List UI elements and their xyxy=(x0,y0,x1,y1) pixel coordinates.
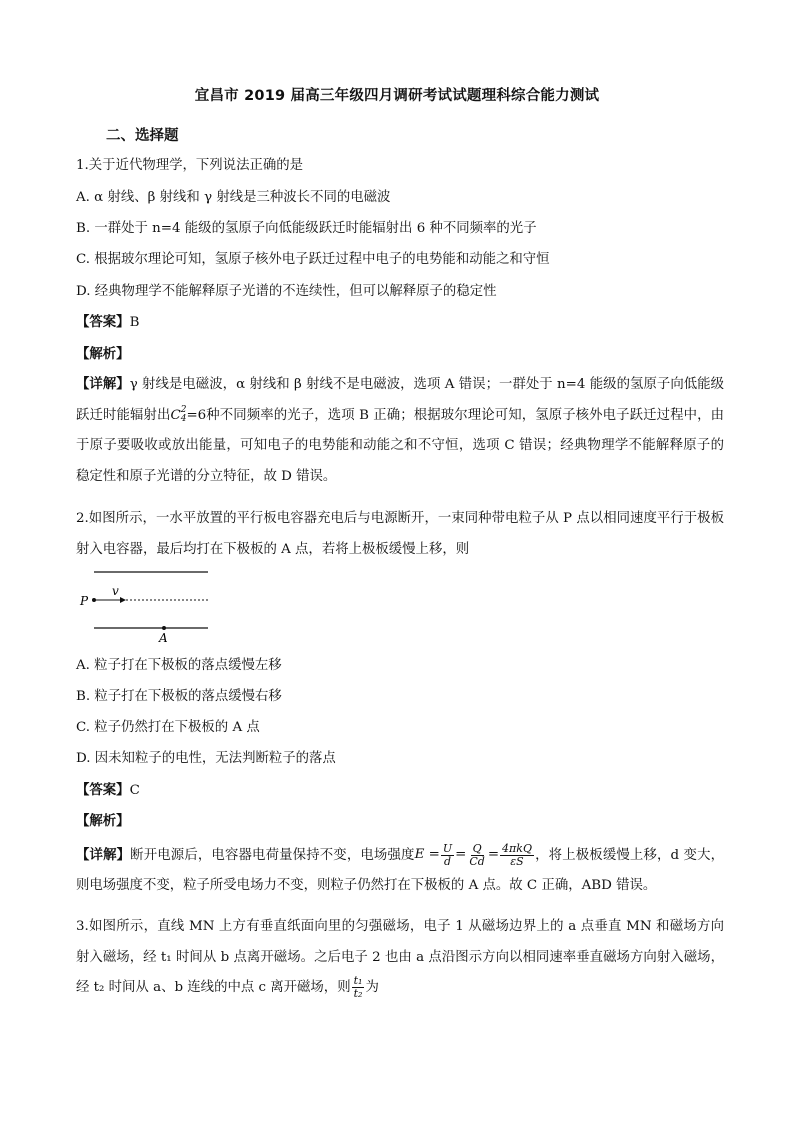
capacitor-diagram xyxy=(78,562,218,648)
q1-detail xyxy=(76,370,724,492)
label-a: A xyxy=(159,631,168,645)
q2-option-d: D. 因未知粒子的电性，无法判断粒子的落点 xyxy=(76,751,336,766)
q1-option-b: B. 一群处于 n=4 能级的氢原子向低能级跃迁时能辐射出 6 种不同频率的光子 xyxy=(76,221,537,236)
field-strength-equation: E = $\frac{U}{d}$ = $\frac{Q}{Cd}$ = $\frac{\text{4πkQ}}{\varepsilon S}$ xyxy=(414,841,532,868)
q1-option-d: D. 经典物理学不能解释原子光谱的不连续性，但可以解释原子的稳定性 xyxy=(76,284,497,299)
q1-option-c: C. 根据玻尔理论可知，氢原子核外电子跃迁过程中电子的电势能和动能之和守恒 xyxy=(76,252,550,267)
q2-stem: 2.如图所示，一水平放置的平行板电容器充电后与电源断开，一束同种带电粒子从 P 点以相同速度平行于极板射入电容器，最后均打在下极板的 A 点，若将上极板缓慢上移，则 xyxy=(76,511,724,557)
q3-stem-text-2: 为 xyxy=(365,980,379,995)
q2-option-b: B. 粒子打在下极板的落点缓慢右移 xyxy=(76,689,282,704)
q2-answer xyxy=(76,781,140,801)
q1-detail-text-1: γ 射线是电磁波，α 射线和 β 射线不是电磁波，选项 A 错误；一群处于 n=4 能级的氢原子向低能级跃迁时能辐射出 xyxy=(76,377,725,423)
q3-stem xyxy=(76,912,724,1004)
q2-detail-text-1: 断开电源后，电容器电荷量保持不变，电场强度 xyxy=(130,847,415,863)
q1-option-a: A. α 射线、β 射线和 γ 射线是三种波长不同的电磁波 xyxy=(76,190,391,205)
q1-answer xyxy=(76,313,139,333)
detail-tag: 【详解】 xyxy=(76,377,130,392)
q2-detail xyxy=(76,840,724,902)
answer-value: B xyxy=(129,315,140,330)
section-heading: 二、选择题 xyxy=(106,128,179,144)
time-ratio-fraction: $\frac{\text{t₁}}{\text{t₂}}$ xyxy=(353,974,363,1000)
q2-option-c: C. 粒子仍然打在下极板的 A 点 xyxy=(76,720,260,735)
answer-tag: 【答案】 xyxy=(76,315,130,330)
answer-tag: 【答案】 xyxy=(76,783,130,798)
q1-analysis-tag: 【解析】 xyxy=(76,347,130,362)
q2-option-a: A. 粒子打在下极板的落点缓慢左移 xyxy=(76,658,282,673)
page-title: 宜昌市 2019 届高三年级四月调研考试试题理科综合能力测试 xyxy=(194,88,600,104)
arrow-head xyxy=(120,597,126,603)
point-p-dot xyxy=(92,598,96,602)
label-p: P xyxy=(80,594,89,608)
label-v: v xyxy=(112,584,119,598)
combination-symbol: C 2 4 xyxy=(170,405,187,424)
q3-stem-text-1: 3.如图所示，直线 MN 上方有垂直纸面向里的匀强磁场，电子 1 从磁场边界上的 a 点垂直 MN 和磁场方向射入磁场，经 t₁ 时间从 b 点离开磁场。之后电子 2 也由 a 点沿图示方向以相同速率垂直磁场方向射入磁场，经 t₂ 时间从 a、b 连线的中点 c 离开磁场，则 xyxy=(76,919,724,995)
answer-value: C xyxy=(129,783,140,798)
q2-detail-text-2: ，将上极板缓慢上移，d 变大，则电场强度不变，粒子所受电场力不变，则粒子仍然打在下极板的 A 点。故 C 正确，ABD 错误。 xyxy=(76,847,725,894)
q2-analysis-tag: 【解析】 xyxy=(76,814,130,829)
q1-stem: 1.关于近代物理学，下列说法正确的是 xyxy=(76,158,304,173)
q1-detail-text-2: =6种不同频率的光子，选项 B 正确；根据玻尔理论可知，氢原子核外电子跃迁过程中，由于原子要吸收或放出能量，可知电子的电势能和动能之和不守恒，选项 C 错误；经典物理学不能解释原子的稳定性和原子光谱的分立特征，故 D 错误。 xyxy=(76,407,725,484)
detail-tag: 【详解】 xyxy=(76,847,131,863)
point-a-dot xyxy=(162,626,166,630)
